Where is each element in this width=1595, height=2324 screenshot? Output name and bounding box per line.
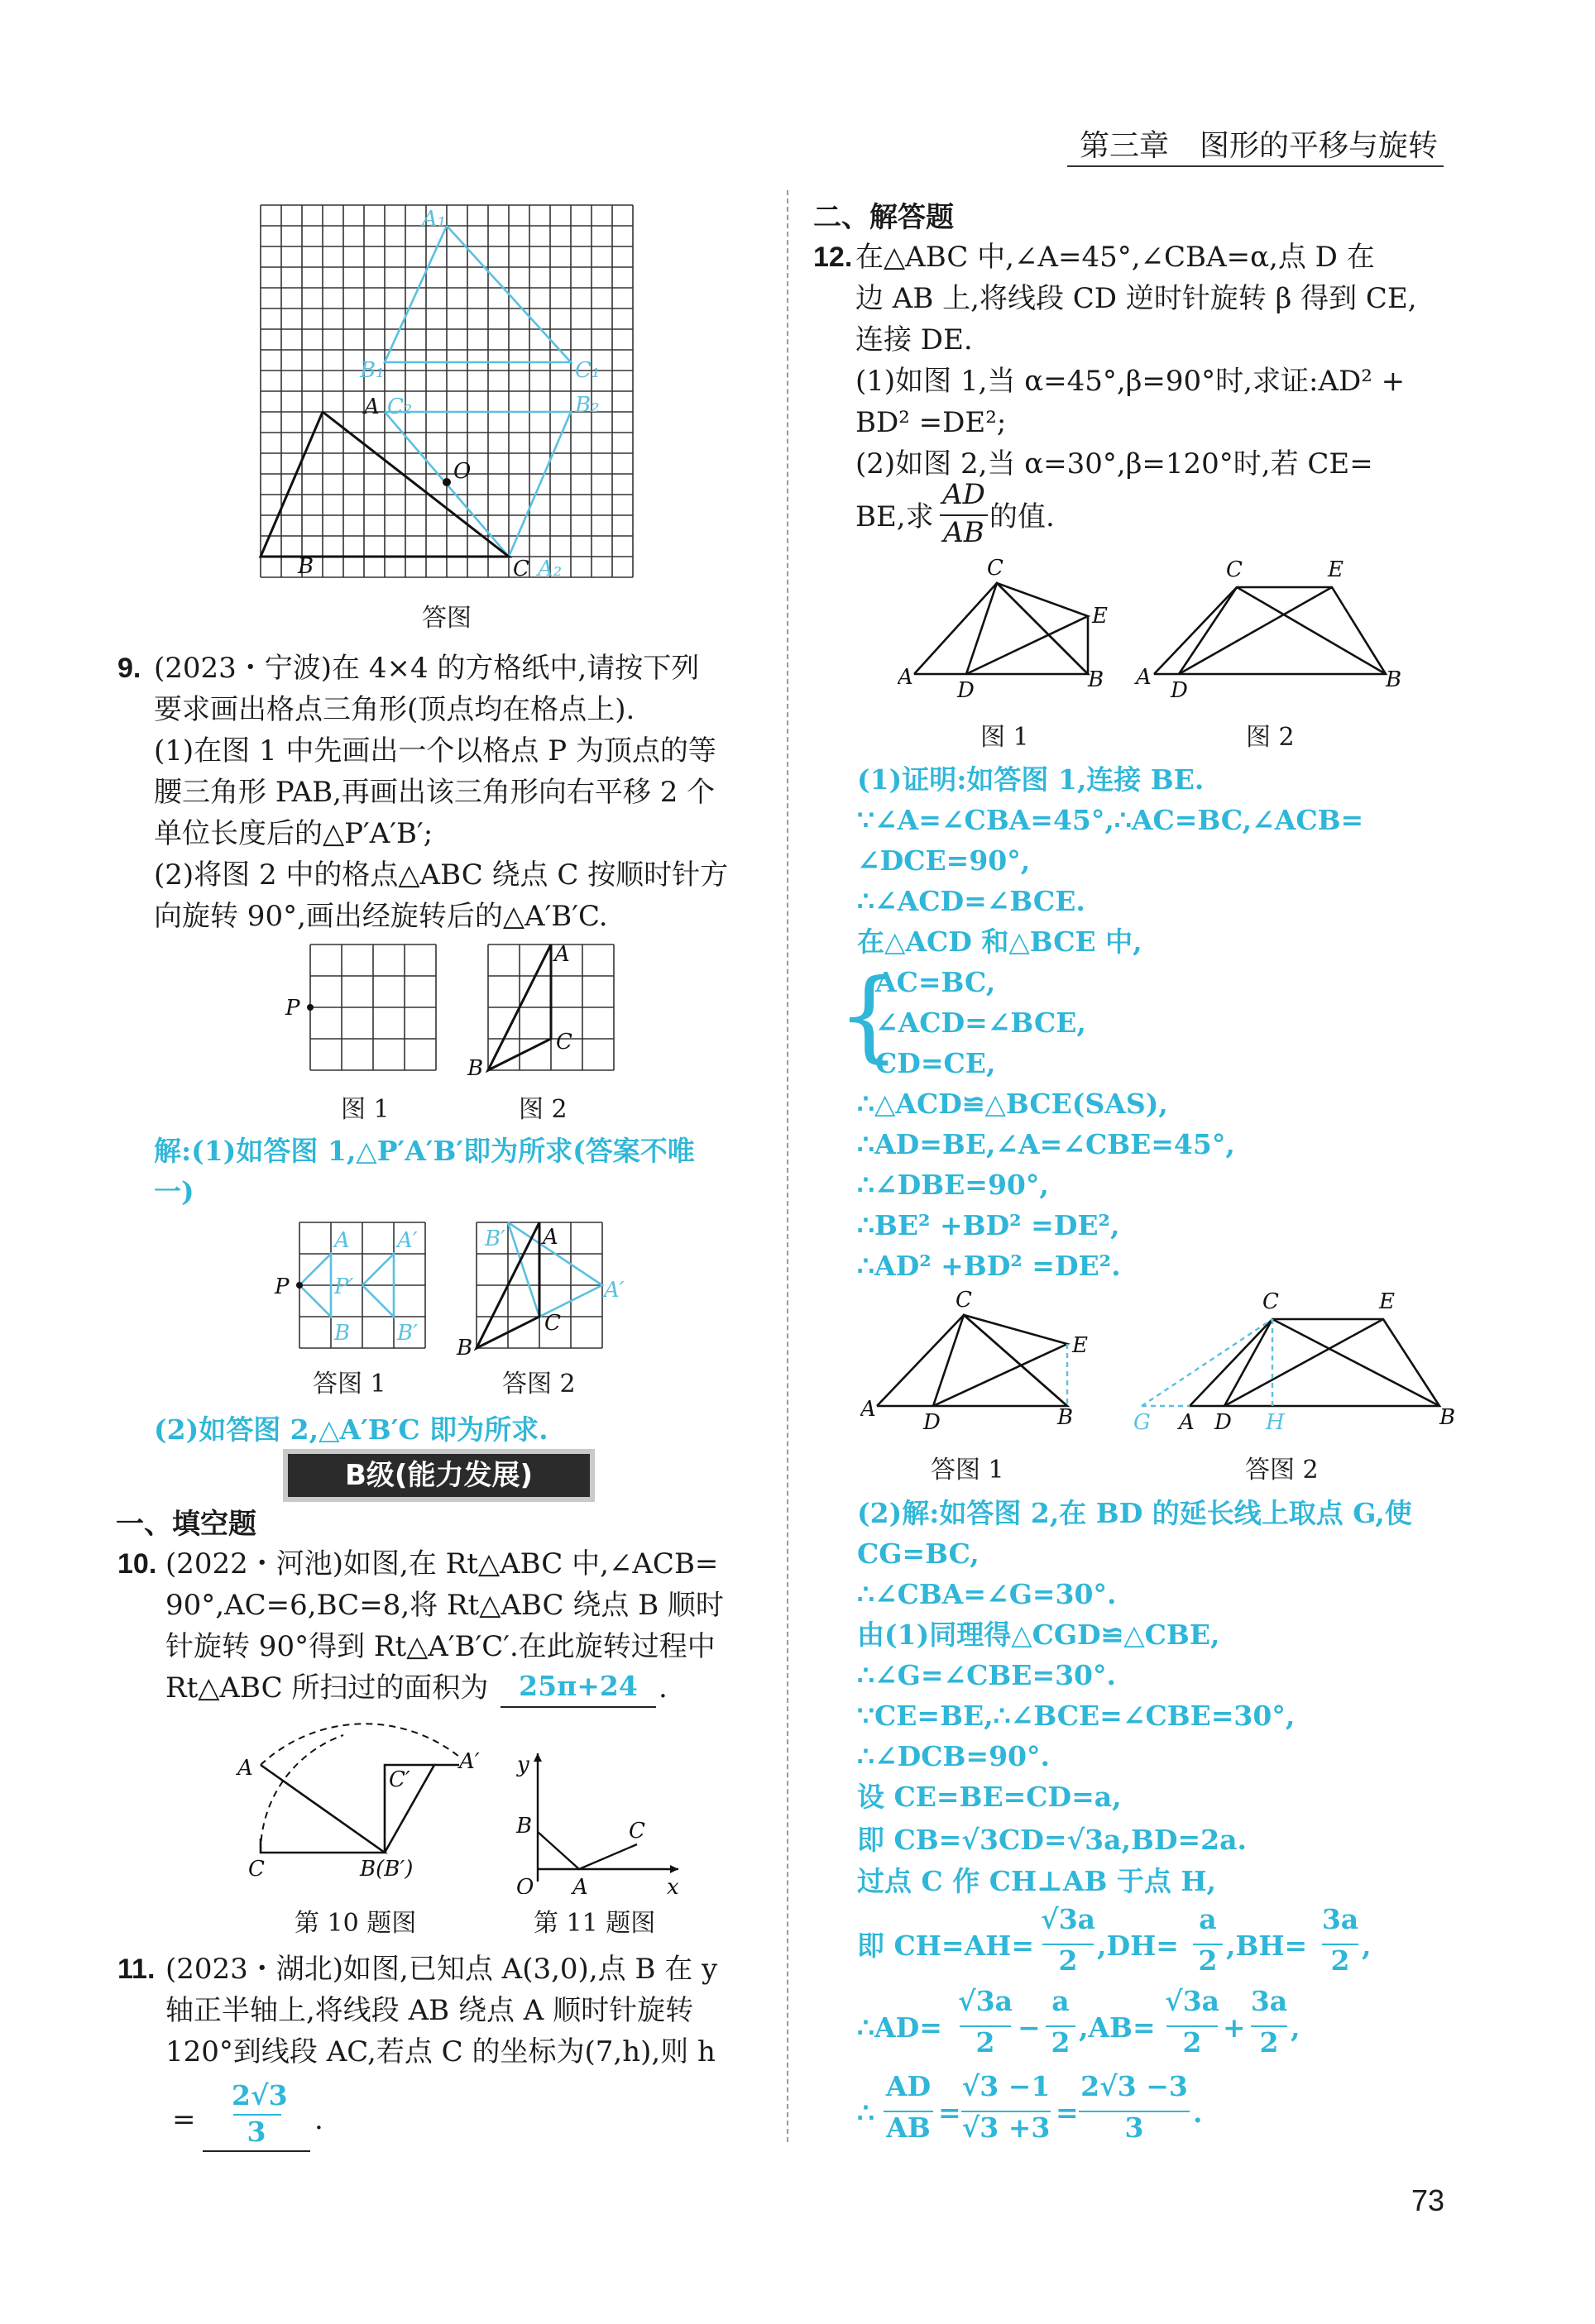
q12-afig2-caption: 答图 2: [1245, 1456, 1319, 1485]
afig2-label-B: B: [1439, 1405, 1456, 1430]
q12-frac-denominator: AB: [943, 516, 984, 549]
f1-mid-1: ,DH=: [1097, 1929, 1179, 1962]
f1-den-1: 2: [1058, 1944, 1078, 1977]
f1-prefix: 即 CH=AH=: [857, 1929, 1035, 1962]
f2-mid-1: −: [1018, 2011, 1041, 2044]
q12-line-3: 连接 DE.: [855, 323, 973, 356]
q10-figure-caption: 第 10 题图: [295, 1909, 417, 1938]
f1-num-2: a: [1199, 1903, 1217, 1935]
section-solve: 二、解答题: [813, 201, 954, 234]
proof2-line-1: (2)解:如答图 2,在 BD 的延长线上取点 G,使: [857, 1497, 1412, 1529]
q12-answer-figures: [860, 1282, 1456, 1431]
q9-line-2: 要求画出格点三角形(顶点均在格点上).: [154, 693, 635, 726]
q11-figure: [505, 1745, 687, 1894]
q9-line-3: (1)在图 1 中先画出一个以格点 P 为顶点的等: [154, 734, 716, 767]
fig2-label-A: A: [1136, 665, 1152, 690]
q9-answer-2: (2)如答图 2,△A′B′C 即为所求.: [154, 1413, 548, 1446]
q12-line-1: 在△ABC 中,∠A=45°,∠CBA=α,点 D 在: [855, 241, 1375, 274]
afig2-label-B-prime: B′: [485, 1227, 506, 1251]
label-A2: A₂: [538, 557, 563, 581]
q10-label-B: B(B′): [360, 1857, 414, 1882]
label-B: B: [298, 554, 314, 579]
f2-num-2: a: [1051, 1985, 1070, 2017]
q9-answer-1-line-1: 解:(1)如答图 1,△P′A′B′即为所求(答案不唯: [154, 1135, 695, 1167]
f3-den-3: 3: [1124, 2111, 1144, 2144]
label-C: C: [513, 557, 529, 581]
proof1-line-3: ∠DCE=90°,: [857, 844, 1031, 877]
label-O: O: [453, 459, 472, 484]
fig2-label-B: B: [467, 1056, 484, 1077]
label-A: A: [364, 395, 380, 419]
q11-label-x: x: [667, 1875, 679, 1894]
proof1-line-4: ∴∠ACD=∠BCE.: [857, 885, 1085, 917]
f2-mid-2: ,AB=: [1079, 2011, 1156, 2044]
f1-mid-2: ,BH=: [1226, 1929, 1308, 1962]
question-number-12: 12.: [813, 241, 853, 273]
q9-figures: [281, 936, 629, 1077]
fig1-label-D: D: [957, 678, 975, 699]
f2-post: ,: [1291, 2011, 1300, 2044]
label-B2: B₂: [575, 393, 600, 418]
q10-label-C: C: [248, 1857, 265, 1882]
f1-den-2: 2: [1198, 1944, 1218, 1977]
rotation-answer-figure: [248, 197, 645, 586]
fig1-label-C: C: [987, 556, 1003, 581]
f3-prefix: ∴: [857, 2097, 874, 2129]
f3-num-2: √3 −1: [961, 2070, 1051, 2102]
afig2-label-A: A: [1179, 1410, 1195, 1431]
proof2-line-6: ∵CE=BE,∴∠BCE=∠CBE=30°,: [857, 1700, 1296, 1732]
afig1-label-A-prime: A′: [397, 1228, 418, 1253]
chapter-title: 图形的平移与旋转: [1200, 129, 1439, 163]
q11-equals: =: [172, 2103, 196, 2136]
fig2-label-E: E: [1328, 557, 1344, 582]
q10-label-A-prime: A′: [459, 1749, 480, 1774]
f2-num-1: √3a: [958, 1985, 1013, 2017]
f1-den-3: 2: [1330, 1944, 1350, 1977]
afig2-label-E: E: [1379, 1289, 1395, 1314]
proof2-line-9: 即 CB=√3CD=√3a,BD=2a.: [857, 1824, 1247, 1856]
proof2-line-4: 由(1)同理得△CGD≌△CBE,: [857, 1619, 1220, 1651]
label-C2: C₂: [387, 395, 413, 419]
proof1-line-9: ∴△ACD≌△BCE(SAS),: [857, 1088, 1168, 1120]
q12-afig1-caption: 答图 1: [931, 1456, 1004, 1485]
fig2-label-C: C: [1226, 557, 1243, 582]
q10-line-2: 90°,AC=6,BC=8,将 Rt△ABC 绕点 B 顺时: [165, 1589, 724, 1622]
proof2-line-3: ∴∠CBA=∠G=30°.: [857, 1578, 1117, 1610]
column-divider: [787, 190, 788, 2142]
proof2-line-10: 过点 C 作 CH⊥AB 于点 H,: [857, 1865, 1216, 1897]
f3-den-2: √3 +3: [961, 2111, 1051, 2144]
f1-num-1: √3a: [1041, 1903, 1096, 1935]
section-fill-in: 一、填空题: [116, 1508, 256, 1541]
proof1-brace: {: [837, 959, 901, 1074]
q12-fig2-caption: 图 2: [1246, 723, 1295, 752]
q9-answer-figures: [273, 1214, 629, 1355]
fig2-label-B: B: [1386, 667, 1402, 692]
q9-answer-1-line-2: 一): [154, 1175, 194, 1207]
proof1-line-13: ∴AD² +BD² =DE².: [857, 1250, 1121, 1282]
afig2-label-A-prime: A′: [604, 1278, 625, 1303]
afig1-label-P: P: [275, 1274, 290, 1299]
afig1-label-A: A: [860, 1397, 876, 1422]
f3-post: .: [1193, 2097, 1203, 2129]
q11-line-1: (2023・湖北)如图,已知点 A(3,0),点 B 在 y: [165, 1953, 718, 1986]
proof1-line-5: 在△ACD 和△BCE 中,: [857, 925, 1142, 958]
afig2-label-A: A: [543, 1225, 558, 1250]
q11-figure-caption: 第 11 题图: [534, 1909, 656, 1938]
afig2-label-C: C: [1262, 1289, 1279, 1314]
q11-answer-blank-line: [203, 2150, 310, 2152]
q12-line-7-suffix: 的值.: [989, 500, 1055, 533]
fig2-caption: 图 2: [519, 1095, 568, 1124]
f2-den-1: 2: [975, 2026, 995, 2059]
q12-line-5: BD² =DE²;: [855, 406, 1007, 439]
q12-line-4: (1)如图 1,当 α=45°,β=90°时,求证:AD² +: [855, 365, 1406, 398]
proof1-line-6: AC=BC,: [875, 966, 996, 998]
q9-line-1: (2023・宁波)在 4×4 的方格纸中,请按下列: [154, 652, 700, 685]
fig1-label-A: A: [898, 665, 913, 690]
fig1-label-P: P: [285, 996, 300, 1021]
f1-num-3: 3a: [1321, 1903, 1359, 1935]
f1-post: ,: [1362, 1929, 1372, 1962]
proof1-line-7: ∠ACD=∠BCE,: [875, 1007, 1086, 1039]
q10-answer-blank: 25π+24: [501, 1666, 656, 1708]
page-number: 73: [1411, 2183, 1445, 2217]
afig2-label-D: D: [1214, 1410, 1232, 1431]
q11-label-C: C: [629, 1819, 645, 1843]
f3-mid-2: =: [1056, 2097, 1079, 2129]
chapter-number: 第三章: [1080, 129, 1170, 163]
f2-mid-3: +: [1223, 2011, 1246, 2044]
f2-den-2: 2: [1051, 2026, 1071, 2059]
q12-frac-numerator: AD: [942, 478, 985, 511]
afig1-label-D: D: [923, 1410, 941, 1431]
afig1-label-B-prime: B′: [397, 1321, 419, 1346]
f2-num-3: √3a: [1165, 1985, 1220, 2017]
afig1-label-E: E: [1072, 1333, 1088, 1358]
afig2-caption: 答图 2: [502, 1370, 576, 1399]
afig1-label-A: A: [334, 1228, 350, 1253]
proof1-line-10: ∴AD=BE,∠A=∠CBE=45°,: [857, 1128, 1235, 1160]
fig1-label-B: B: [1088, 667, 1104, 692]
q11-line-2: 轴正半轴上,将线段 AB 绕点 A 顺时针旋转: [165, 1994, 694, 2027]
afig1-label-B: B: [334, 1321, 351, 1346]
proof1-line-12: ∴BE² +BD² =DE²,: [857, 1209, 1120, 1241]
f3-num-3: 2√3 −3: [1080, 2070, 1188, 2102]
proof2-line-8: 设 CE=BE=CD=a,: [857, 1781, 1122, 1813]
afig2-label-B: B: [457, 1336, 473, 1355]
q9-line-7: 向旋转 90°,画出经旋转后的△A′B′C.: [154, 900, 608, 933]
q12-figures: [898, 550, 1411, 699]
afig2-label-H: H: [1266, 1410, 1285, 1431]
label-C1: C₁: [575, 358, 601, 383]
q10-figure: [236, 1710, 509, 1901]
proof1-line-1: (1)证明:如答图 1,连接 BE.: [857, 763, 1205, 796]
fig1-caption: 图 1: [341, 1095, 390, 1124]
q11-label-y: y: [517, 1753, 529, 1777]
f2-den-4: 2: [1259, 2026, 1279, 2059]
q10-label-A: A: [237, 1756, 253, 1781]
q11-answer-denominator: 3: [247, 2116, 266, 2148]
q9-line-4: 腰三角形 PAB,再画出该三角形向右平移 2 个: [154, 776, 716, 809]
f3-den-1: AB: [886, 2111, 931, 2144]
q11-period: .: [314, 2103, 323, 2136]
label-A1: A₁: [422, 207, 447, 232]
f2-prefix: ∴AD=: [857, 2011, 942, 2044]
q10-line-1: (2022・河池)如图,在 Rt△ABC 中,∠ACB=: [165, 1547, 719, 1580]
afig1-label-C: C: [956, 1288, 972, 1313]
label-B1: B₁: [360, 358, 385, 383]
afig1-label-P-prime: P′: [334, 1274, 354, 1299]
q12-line-7-prefix: BE,求: [855, 500, 934, 533]
header-rule: [1067, 165, 1444, 167]
question-number-9: 9.: [117, 653, 141, 684]
proof1-line-11: ∴∠DBE=90°,: [857, 1169, 1049, 1201]
fig2-label-D: D: [1171, 678, 1188, 699]
fig2-label-A: A: [554, 942, 570, 967]
level-banner: B级(能力发展): [288, 1454, 590, 1497]
proof1-line-2: ∵∠A=∠CBA=45°,∴AC=BC,∠ACB=: [857, 804, 1364, 836]
q11-label-B: B: [516, 1814, 533, 1839]
q12-line-6: (2)如图 2,当 α=30°,β=120°时,若 CE=: [855, 447, 1373, 481]
q10-period: .: [659, 1671, 668, 1705]
f3-mid-1: =: [938, 2097, 961, 2129]
q12-line-2: 边 AB 上,将线段 CD 逆时针旋转 β 得到 CE,: [855, 282, 1417, 315]
question-number-11: 11.: [117, 1953, 156, 1985]
question-number-10: 10.: [117, 1548, 157, 1580]
fig1-label-E: E: [1092, 604, 1108, 629]
proof2-line-2: CG=BC,: [857, 1537, 980, 1570]
f3-num-1: AD: [885, 2070, 932, 2102]
q9-line-6: (2)将图 2 中的格点△ABC 绕点 C 按顺时针方: [154, 858, 729, 892]
afig1-caption: 答图 1: [313, 1370, 386, 1399]
q11-label-A: A: [572, 1875, 588, 1894]
q10-line-3: 针旋转 90°得到 Rt△A′B′C′.在此旋转过程中: [165, 1630, 716, 1663]
proof2-line-5: ∴∠G=∠CBE=30°.: [857, 1659, 1117, 1691]
figure-caption: 答图: [422, 604, 472, 633]
afig2-label-C: C: [544, 1311, 561, 1336]
q9-line-5: 单位长度后的△P′A′B′;: [154, 817, 433, 850]
fig2-label-C: C: [556, 1030, 572, 1054]
proof1-line-8: CD=CE,: [875, 1047, 996, 1079]
afig1-label-B: B: [1057, 1405, 1074, 1430]
f2-den-3: 2: [1182, 2026, 1202, 2059]
q11-answer-numerator: 2√3: [232, 2079, 288, 2111]
q11-line-3: 120°到线段 AC,若点 C 的坐标为(7,h),则 h: [165, 2035, 716, 2068]
q12-fig1-caption: 图 1: [980, 723, 1029, 752]
q11-label-O: O: [516, 1875, 534, 1894]
q10-label-C-prime: C′: [389, 1767, 410, 1792]
proof2-line-7: ∴∠DCB=90°.: [857, 1740, 1050, 1772]
f2-num-4: 3a: [1250, 1985, 1288, 2017]
q10-line-4: Rt△ABC 所扫过的面积为: [165, 1671, 489, 1705]
afig2-label-G: G: [1133, 1410, 1151, 1431]
